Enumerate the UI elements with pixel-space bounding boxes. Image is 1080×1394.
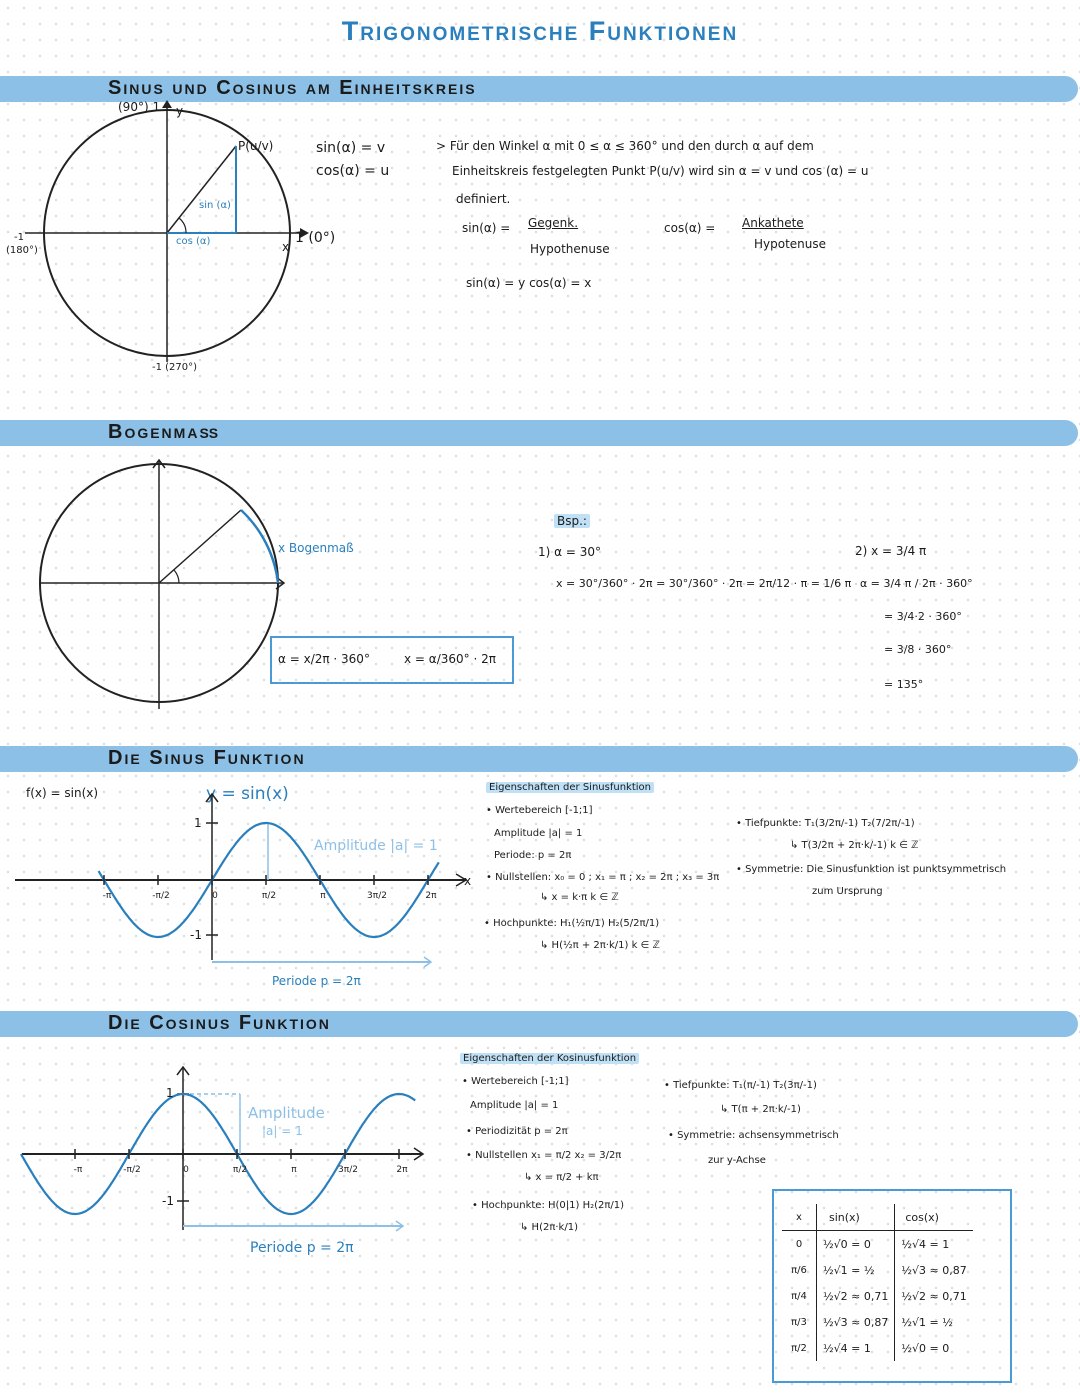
table-head-x: x xyxy=(782,1204,817,1231)
table-cell-sin: ½√4 = 1 xyxy=(817,1335,895,1361)
cosine-prop-right-3: zur y-Achse xyxy=(708,1155,766,1166)
cosine-y-neg-label: -1 xyxy=(162,1194,174,1208)
table-cell-cos: ½√0 = 0 xyxy=(895,1335,973,1361)
definition-line-2: Einheitskreis festgelegten Punkt P(u/v) wird sin α = v und cos (α) = u xyxy=(452,164,869,178)
unit-circle-point-label: P(u/v) xyxy=(238,139,274,153)
sine-tick-label-1: -π/2 xyxy=(152,891,170,901)
sine-prop-1: Amplitude |a| = 1 xyxy=(494,828,583,839)
definition-line-1: > Für den Winkel α mit 0 ≤ α ≤ 360° und den durch α auf dem xyxy=(436,139,814,153)
cosine-tick-label-6: 2π xyxy=(396,1165,408,1175)
table-row xyxy=(782,1231,973,1258)
value-table-header xyxy=(782,1204,973,1231)
cosine-prop-right-1: ↳ T(π + 2π·k/-1) xyxy=(720,1104,801,1115)
table-row xyxy=(782,1335,973,1361)
arc-label: x Bogenmaß xyxy=(278,541,354,555)
unit-circle-bottom-label: -1 (270°) xyxy=(152,362,198,373)
cosine-tick-label-5: 3π/2 xyxy=(338,1165,358,1175)
table-cell-x: π/4 xyxy=(791,1290,807,1302)
table-cell-x: π/2 xyxy=(791,1342,807,1354)
sine-props-title: Eigenschaften der Sinusfunktion xyxy=(486,782,654,793)
formula-alpha: α = x/2π · 360° xyxy=(278,652,370,666)
cosine-period-label: Periode p = 2π xyxy=(250,1240,354,1256)
cosine-tick-label-4: π xyxy=(291,1165,297,1175)
sine-prop-0: • Wertebereich [-1;1] xyxy=(486,805,593,816)
table-cell-sin: ½√3 ≈ 0,87 xyxy=(817,1309,895,1335)
table-cell-sin: ½√2 ≈ 0,71 xyxy=(817,1283,895,1309)
sin-def-denominator: Hypothenuse xyxy=(530,242,610,256)
sine-x-axis-label: x xyxy=(464,874,472,888)
cosine-prop-2: • Periodizität p = 2π xyxy=(466,1126,568,1137)
cosine-prop-1: Amplitude |a| = 1 xyxy=(470,1100,559,1111)
section-title-einheitskreis: Sinus und Cosinus am Einheitskreis xyxy=(108,77,477,99)
cos-equation: cos(α) = u xyxy=(316,163,390,179)
sine-prop-5: • Hochpunkte: H₁(½π/1) H₂(5/2π/1) xyxy=(484,918,660,929)
sine-tick-label-5: 3π/2 xyxy=(367,891,387,901)
unit-circle-right-label: 1 (0°) xyxy=(295,230,336,246)
table-row xyxy=(782,1309,973,1335)
example-1-line-2: x = 30°/360° · 2π = 30°/360° · 2π = 2π/12 · π = 1/6 π xyxy=(556,577,852,590)
cosine-prop-right-0: • Tiefpunkte: T₁(π/-1) T₂(3π/-1) xyxy=(664,1080,817,1091)
sine-y-pos-label: 1 xyxy=(194,816,202,830)
page-title: Trigonometrische Funktionen xyxy=(341,16,739,46)
cosine-prop-5: • Hochpunkte: H(0|1) H₂(2π/1) xyxy=(472,1200,625,1211)
sine-prop-right-2: • Symmetrie: Die Sinusfunktion ist punktsymmetrisch xyxy=(736,864,1007,875)
cosine-prop-4: ↳ x = π/2 + kπ xyxy=(524,1172,599,1183)
table-cell-cos: ½√3 ≈ 0,87 xyxy=(895,1257,973,1283)
section-title-sinus: Die Sinus Funktion xyxy=(108,747,306,769)
cosine-prop-right-2: • Symmetrie: achsensymmetrisch xyxy=(668,1130,839,1141)
sin-def-left: sin(α) = xyxy=(462,221,511,235)
sine-graph xyxy=(0,790,480,970)
cosine-prop-3: • Nullstellen x₁ = π/2 x₂ = 3/2π xyxy=(466,1150,622,1161)
table-cell-cos: ½√1 = ½ xyxy=(895,1309,973,1335)
cos-def-left: cos(α) = xyxy=(664,221,716,235)
example-2-line-3: = 3/4·2 · 360° xyxy=(884,610,962,623)
section-title-bogenmass: Bogenmaß xyxy=(108,421,221,443)
sine-function-definition: f(x) = sin(x) xyxy=(26,786,99,800)
value-table-container xyxy=(782,1204,973,1361)
sine-prop-2: Periode: p = 2π xyxy=(494,850,572,861)
cosine-amplitude-value: |a| = 1 xyxy=(262,1124,303,1138)
sine-prop-3: • Nullstellen: x₀ = 0 ; x₁ = π ; x₂ = 2π ; x₃ = 3π xyxy=(486,872,720,883)
unit-circle-x-axis-label: x xyxy=(282,240,290,254)
sine-y-neg-label: -1 xyxy=(190,928,202,942)
definition-line-3: definiert. xyxy=(456,192,511,206)
table-cell-sin: ½√0 = 0 xyxy=(817,1231,895,1258)
table-row xyxy=(782,1283,973,1309)
formula-x: x = α/360° · 2π xyxy=(404,652,496,666)
sine-tick-label-3: π/2 xyxy=(261,891,277,901)
short-equations: sin(α) = y cos(α) = x xyxy=(466,276,592,290)
cosine-props-title: Eigenschaften der Kosinusfunktion xyxy=(460,1053,639,1064)
sine-graph-title: y = sin(x) xyxy=(206,784,289,804)
unit-circle-left-label: -1 xyxy=(14,232,24,243)
cosine-tick-label-0: -π xyxy=(73,1165,83,1175)
cos-def-numerator: Ankathete xyxy=(742,216,804,230)
cos-def-denominator: Hypotenuse xyxy=(754,237,827,251)
value-table xyxy=(782,1204,973,1361)
cosine-tick-label-3: π/2 xyxy=(232,1165,248,1175)
sine-prop-6: ↳ H(½π + 2π·k/1) k ∈ ℤ xyxy=(540,940,660,951)
example-1-line-1: 1) α = 30° xyxy=(538,545,601,559)
table-cell-x: π/3 xyxy=(791,1316,807,1328)
table-cell-x: 0 xyxy=(795,1238,803,1250)
sine-tick-label-6: 2π xyxy=(425,891,437,901)
table-cell-x: π/6 xyxy=(791,1264,807,1276)
sine-period-label: Periode p = 2π xyxy=(272,974,361,988)
sine-prop-4: ↳ x = k·π k ∈ ℤ xyxy=(540,892,619,903)
sine-prop-right-3: zum Ursprung xyxy=(812,886,883,897)
cosine-graph xyxy=(0,1058,470,1248)
cosine-tick-label-2: 0 xyxy=(183,1165,189,1175)
section-title-cosinus: Die Cosinus Funktion xyxy=(108,1012,331,1034)
cosine-amplitude-label: Amplitude xyxy=(248,1104,325,1122)
sine-amplitude-label: Amplitude |a| = 1 xyxy=(314,838,438,854)
unit-circle-top-label: (90°) 1 xyxy=(118,100,161,114)
cosine-prop-6: ↳ H(2π·k/1) xyxy=(520,1222,578,1233)
unit-circle-cos-label: cos (α) xyxy=(176,236,211,247)
unit-circle-left-degree: (180°) xyxy=(6,245,38,256)
example-2-line-5: = 135° xyxy=(884,678,924,691)
radian-circle-diagram xyxy=(0,455,300,715)
example-2-line-4: = 3/8 · 360° xyxy=(884,643,952,656)
table-cell-sin: ½√1 = ½ xyxy=(817,1257,895,1283)
table-cell-cos: ½√4 = 1 xyxy=(895,1231,973,1258)
sine-tick-label-0: -π xyxy=(102,891,112,901)
example-2-line-2: α = 3/4 π / 2π · 360° xyxy=(860,577,973,590)
unit-circle-y-axis-label: y xyxy=(176,104,184,118)
sin-def-numerator: Gegenk. xyxy=(528,216,579,230)
cosine-prop-0: • Wertebereich [-1;1] xyxy=(462,1076,569,1087)
sine-tick-label-4: π xyxy=(320,891,326,901)
unit-circle-sin-label: sin (α) xyxy=(199,200,231,211)
sin-equation: sin(α) = v xyxy=(316,140,386,156)
cosine-y-pos-label: 1 xyxy=(166,1086,174,1100)
table-cell-cos: ½√2 ≈ 0,71 xyxy=(895,1283,973,1309)
sine-tick-label-2: 0 xyxy=(212,891,218,901)
example-label: Bsp.: xyxy=(554,514,590,528)
table-head-sin: sin(x) xyxy=(817,1204,895,1231)
example-2-line-1: 2) x = 3/4 π xyxy=(855,544,927,558)
sine-prop-right-0: • Tiefpunkte: T₁(3/2π/-1) T₂(7/2π/-1) xyxy=(736,818,915,829)
table-row xyxy=(782,1257,973,1283)
cosine-tick-label-1: -π/2 xyxy=(123,1165,141,1175)
sine-prop-right-1: ↳ T(3/2π + 2π·k/-1) k ∈ ℤ xyxy=(790,840,919,851)
table-head-cos: cos(x) xyxy=(895,1204,973,1231)
